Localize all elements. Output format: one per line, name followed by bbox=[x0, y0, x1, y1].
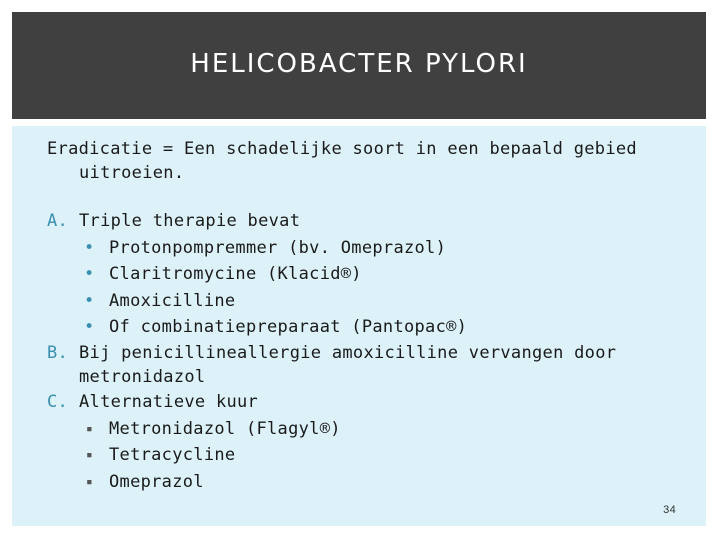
sub-item-c2: Tetracycline bbox=[109, 445, 236, 465]
bullet-icon: • bbox=[84, 317, 95, 337]
list-marker-a: A. bbox=[47, 211, 69, 231]
sub-item-a3: Amoxicilline bbox=[109, 291, 236, 311]
sub-item-c1: Metronidazol (Flagyl®) bbox=[109, 419, 341, 439]
bullet-icon: • bbox=[84, 291, 95, 311]
square-bullet-icon: ▪ bbox=[86, 422, 93, 435]
list-item-a: Triple therapie bevat bbox=[79, 211, 301, 231]
sub-item-c3: Omeprazol bbox=[109, 472, 204, 492]
list-item-b-line-1: Bij penicillineallergie amoxicilline vervangen door bbox=[79, 343, 617, 363]
list-item-b-line-2: metronidazol bbox=[79, 367, 206, 387]
square-bullet-icon: ▪ bbox=[86, 448, 93, 461]
list-item-c: Alternatieve kuur bbox=[79, 392, 259, 412]
intro-text-line-1: Eradicatie = Een schadelijke soort in een bepaald gebied bbox=[47, 139, 637, 159]
slide-title: HELICOBACTER PYLORI bbox=[190, 48, 528, 79]
intro-text-line-2: uitroeien. bbox=[79, 163, 185, 183]
list-marker-b: B. bbox=[47, 343, 69, 363]
bullet-icon: • bbox=[84, 238, 95, 258]
page-number: 34 bbox=[663, 504, 676, 516]
slide-content bbox=[12, 126, 706, 526]
bullet-icon: • bbox=[84, 264, 95, 284]
slide-title-bar bbox=[12, 12, 706, 119]
square-bullet-icon: ▪ bbox=[86, 475, 93, 488]
sub-item-a4: Of combinatiepreparaat (Pantopac®) bbox=[109, 317, 468, 337]
list-marker-c: C. bbox=[47, 392, 69, 412]
sub-item-a1: Protonpompremmer (bv. Omeprazol) bbox=[109, 238, 447, 258]
sub-item-a2: Claritromycine (Klacid®) bbox=[109, 264, 362, 284]
